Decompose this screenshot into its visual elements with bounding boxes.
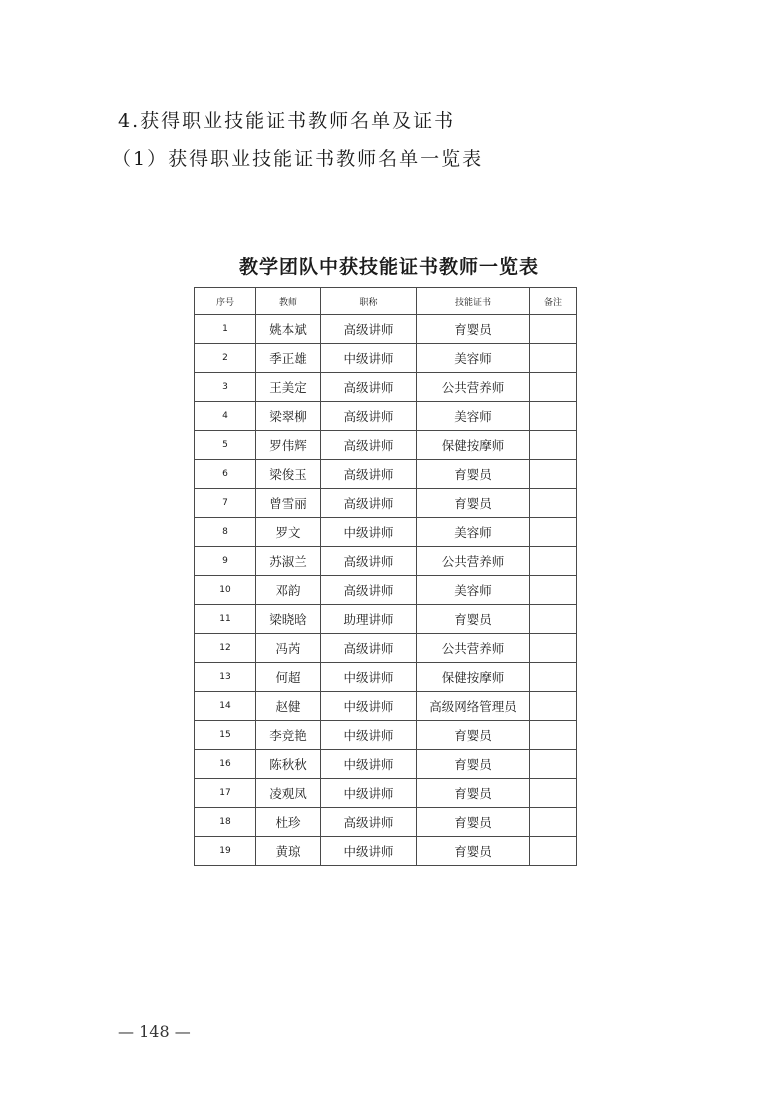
cell-certificate: 育婴员 bbox=[417, 837, 530, 866]
cell-index: 9 bbox=[195, 547, 256, 576]
table-row bbox=[195, 750, 577, 779]
cell-title: 高级讲师 bbox=[321, 373, 417, 402]
header-title: 职称 bbox=[321, 288, 417, 315]
cell-index: 15 bbox=[195, 721, 256, 750]
cell-title: 中级讲师 bbox=[321, 692, 417, 721]
cell-title: 中级讲师 bbox=[321, 518, 417, 547]
table-row bbox=[195, 460, 577, 489]
cell-teacher: 王美定 bbox=[256, 373, 321, 402]
cell-index: 1 bbox=[195, 315, 256, 344]
cell-index: 8 bbox=[195, 518, 256, 547]
header-remarks: 备注 bbox=[530, 288, 577, 315]
table-row bbox=[195, 431, 577, 460]
table-row bbox=[195, 518, 577, 547]
cell-certificate: 美容师 bbox=[417, 518, 530, 547]
cell-certificate: 育婴员 bbox=[417, 779, 530, 808]
subsection-heading: （1）获得职业技能证书教师名单一览表 bbox=[112, 148, 484, 170]
cell-certificate: 育婴员 bbox=[417, 460, 530, 489]
cell-teacher: 杜珍 bbox=[256, 808, 321, 837]
cell-remarks bbox=[530, 750, 577, 779]
cell-remarks bbox=[530, 663, 577, 692]
cell-index: 4 bbox=[195, 402, 256, 431]
cell-teacher: 季正雄 bbox=[256, 344, 321, 373]
cell-title: 高级讲师 bbox=[321, 460, 417, 489]
cell-teacher: 梁翠柳 bbox=[256, 402, 321, 431]
cell-remarks bbox=[530, 808, 577, 837]
cell-teacher: 赵健 bbox=[256, 692, 321, 721]
header-teacher: 教师 bbox=[256, 288, 321, 315]
cell-remarks bbox=[530, 344, 577, 373]
cell-title: 中级讲师 bbox=[321, 779, 417, 808]
cell-remarks bbox=[530, 721, 577, 750]
cell-teacher: 何超 bbox=[256, 663, 321, 692]
table-body bbox=[195, 315, 577, 866]
cell-title: 高级讲师 bbox=[321, 547, 417, 576]
cell-title: 高级讲师 bbox=[321, 402, 417, 431]
cell-certificate: 育婴员 bbox=[417, 721, 530, 750]
cell-certificate: 育婴员 bbox=[417, 750, 530, 779]
page-number: — 148 — bbox=[118, 1022, 191, 1041]
cell-title: 高级讲师 bbox=[321, 576, 417, 605]
cell-remarks bbox=[530, 547, 577, 576]
cell-teacher: 冯芮 bbox=[256, 634, 321, 663]
table-row bbox=[195, 489, 577, 518]
cell-teacher: 苏淑兰 bbox=[256, 547, 321, 576]
table-row bbox=[195, 692, 577, 721]
cell-index: 16 bbox=[195, 750, 256, 779]
cell-index: 18 bbox=[195, 808, 256, 837]
cell-title: 中级讲师 bbox=[321, 837, 417, 866]
teacher-certificate-table bbox=[194, 287, 577, 866]
cell-index: 5 bbox=[195, 431, 256, 460]
table-row bbox=[195, 634, 577, 663]
cell-title: 中级讲师 bbox=[321, 721, 417, 750]
cell-index: 6 bbox=[195, 460, 256, 489]
cell-certificate: 公共营养师 bbox=[417, 634, 530, 663]
cell-teacher: 李竞艳 bbox=[256, 721, 321, 750]
cell-certificate: 美容师 bbox=[417, 344, 530, 373]
cell-title: 高级讲师 bbox=[321, 808, 417, 837]
cell-teacher: 姚本斌 bbox=[256, 315, 321, 344]
cell-teacher: 邓韵 bbox=[256, 576, 321, 605]
cell-remarks bbox=[530, 315, 577, 344]
table-row bbox=[195, 344, 577, 373]
cell-title: 中级讲师 bbox=[321, 344, 417, 373]
table-row bbox=[195, 547, 577, 576]
cell-index: 17 bbox=[195, 779, 256, 808]
cell-teacher: 陈秋秋 bbox=[256, 750, 321, 779]
cell-index: 12 bbox=[195, 634, 256, 663]
cell-remarks bbox=[530, 431, 577, 460]
cell-title: 中级讲师 bbox=[321, 750, 417, 779]
cell-remarks bbox=[530, 837, 577, 866]
cell-title: 高级讲师 bbox=[321, 315, 417, 344]
cell-remarks bbox=[530, 779, 577, 808]
cell-certificate: 育婴员 bbox=[417, 489, 530, 518]
section-heading: 4.获得职业技能证书教师名单及证书 bbox=[118, 110, 456, 132]
table-row bbox=[195, 605, 577, 634]
cell-certificate: 高级网络管理员 bbox=[417, 692, 530, 721]
header-index: 序号 bbox=[195, 288, 256, 315]
cell-certificate: 美容师 bbox=[417, 402, 530, 431]
cell-index: 7 bbox=[195, 489, 256, 518]
cell-title: 高级讲师 bbox=[321, 489, 417, 518]
cell-title: 高级讲师 bbox=[321, 634, 417, 663]
table-row bbox=[195, 402, 577, 431]
cell-certificate: 保健按摩师 bbox=[417, 431, 530, 460]
cell-remarks bbox=[530, 576, 577, 605]
cell-remarks bbox=[530, 460, 577, 489]
cell-title: 中级讲师 bbox=[321, 663, 417, 692]
cell-remarks bbox=[530, 634, 577, 663]
table-row bbox=[195, 837, 577, 866]
table-row bbox=[195, 576, 577, 605]
cell-certificate: 公共营养师 bbox=[417, 547, 530, 576]
cell-remarks bbox=[530, 402, 577, 431]
cell-title: 高级讲师 bbox=[321, 431, 417, 460]
cell-teacher: 梁俊玉 bbox=[256, 460, 321, 489]
cell-title: 助理讲师 bbox=[321, 605, 417, 634]
cell-remarks bbox=[530, 605, 577, 634]
cell-remarks bbox=[530, 518, 577, 547]
cell-teacher: 曾雪丽 bbox=[256, 489, 321, 518]
cell-index: 13 bbox=[195, 663, 256, 692]
table-header-row bbox=[195, 288, 577, 315]
cell-index: 11 bbox=[195, 605, 256, 634]
cell-index: 14 bbox=[195, 692, 256, 721]
table-row bbox=[195, 663, 577, 692]
cell-certificate: 育婴员 bbox=[417, 808, 530, 837]
cell-index: 2 bbox=[195, 344, 256, 373]
cell-certificate: 育婴员 bbox=[417, 315, 530, 344]
cell-remarks bbox=[530, 692, 577, 721]
cell-teacher: 凌观凤 bbox=[256, 779, 321, 808]
cell-teacher: 罗伟辉 bbox=[256, 431, 321, 460]
cell-certificate: 美容师 bbox=[417, 576, 530, 605]
cell-teacher: 黄琼 bbox=[256, 837, 321, 866]
cell-certificate: 公共营养师 bbox=[417, 373, 530, 402]
table-row bbox=[195, 373, 577, 402]
table-title: 教学团队中获技能证书教师一览表 bbox=[238, 256, 539, 278]
cell-teacher: 罗文 bbox=[256, 518, 321, 547]
cell-certificate: 保健按摩师 bbox=[417, 663, 530, 692]
cell-remarks bbox=[530, 373, 577, 402]
table-row bbox=[195, 808, 577, 837]
cell-index: 19 bbox=[195, 837, 256, 866]
cell-index: 10 bbox=[195, 576, 256, 605]
table-row bbox=[195, 721, 577, 750]
cell-teacher: 梁晓晗 bbox=[256, 605, 321, 634]
cell-remarks bbox=[530, 489, 577, 518]
table-row bbox=[195, 315, 577, 344]
cell-index: 3 bbox=[195, 373, 256, 402]
table-row bbox=[195, 779, 577, 808]
cell-certificate: 育婴员 bbox=[417, 605, 530, 634]
header-certificate: 技能证书 bbox=[417, 288, 530, 315]
